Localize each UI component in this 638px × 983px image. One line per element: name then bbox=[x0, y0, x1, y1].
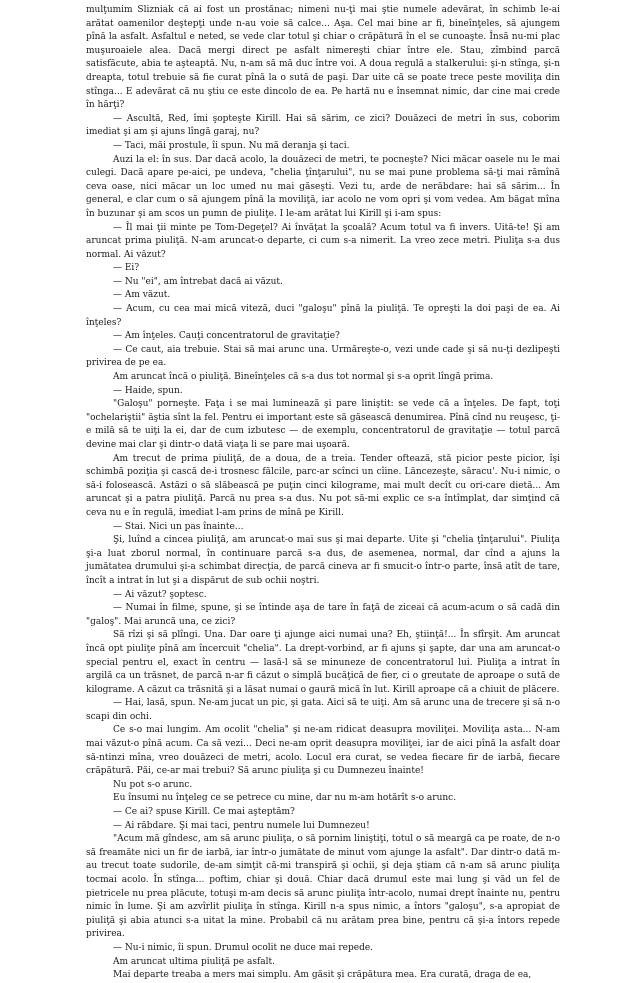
paragraph: Să rîzi şi să plîngi. Una. Dar oare ţi ajunge aici numai una? Eh, ştiinţă!... În sfîrşit. Am aruncat încă opt piuliţe pînă am încercuit "chelia". La drept-vorbind, ar fi ajuns şi şapte, dar una am aruncat-o special pentru el, exact în centru — lasă-l să se minuneze de concentratorul lui. Piuliţa a intrat în argilă ca un trăsnet, de parcă n-ar fi căzut o simplă bucăţică de fier, ci o greutate de aproape o sută de kilograme. A căzut ca trăsnită şi a lăsat numai o gaură mică în lut. Kirill aproape că a chiuit de plăcere. bbox=[86, 630, 560, 695]
paragraph: — Nu-i nimic, îi spun. Drumul ocolit ne duce mai repede. bbox=[113, 942, 374, 953]
paragraph: — Ce ai? spuse Kirill. Ce mai aşteptăm? bbox=[113, 807, 295, 818]
paragraph: — Haide, spun. bbox=[113, 385, 183, 396]
paragraph: — Am văzut. bbox=[113, 290, 171, 301]
paragraph: Ce s-o mai lungim. Am ocolit "chelia" şi ne-am ridicat deasupra moviliţei. Moviliţa asta... N-am mai văzut-o pînă acum. Ca să vezi... Deci ne-am oprit deasupra moviliţei, iar de aici pînă la asfalt doar să-ntinzi mîna, vreo douăzeci de metri, acolo. Locul era curat, se vedea fiecare fir de iarbă, fiecare crăpătură. Păi, ce-ar mai trebui? Să arunc piuliţa şi cu Dumnezeu înainte! bbox=[86, 725, 560, 777]
paragraph: — Nu "ei", am întrebat dacă ai văzut. bbox=[113, 276, 283, 287]
paragraph: Am aruncat ultima piuliţă pe asfalt. bbox=[113, 956, 275, 967]
paragraph: — Acum, cu cea mai mică viteză, duci "galoşu" pînă la piuliţă. Te opreşti la doi paşi de ea. Ai înţeles? bbox=[86, 304, 560, 328]
paragraph: Şi, luînd a cincea piuliţă, am aruncat-o mai sus şi mai departe. Uite şi "chelia ţînţarului". Piuliţa şi-a luat zborul normal, în continuare parcă s-a dus, de asemenea, normal, dar cînd a ajuns la jumătatea drumului şi-a schimbat direcţia, de parcă cineva ar fi smucit-o într-o parte, însă atît de tare, încît a intrat în lut şi a dispărut de sub ochii noştri. bbox=[86, 535, 560, 586]
paragraph: — Am înţeles. Cauţi concentratorul de gravitaţie? bbox=[113, 331, 340, 342]
paragraph: — Ce caut, aia trebuie. Stai să mai arunc una. Urmăreşte-o, vezi unde cade şi să nu-ţi dezlipeşti privirea de pe ea. bbox=[86, 344, 560, 369]
paragraph: Nu pot s-o arunc. bbox=[113, 779, 193, 790]
paragraph: "Galoşu" porneşte. Faţa i se mai luminează şi pare liniştit: se vede că a înţeles. De fapt, toţi "ochelariştii" ăştia sînt la fel. Pentru ei important este să găsească denumirea. Pînă cînd nu reuşesc, ţi-e milă să te uiţi la ei, dar de cum izbutesc — de exemplu, concentratorul de gravitaţie — totul parcă devine mai clar şi dintr-o dată viaţa li se pare mai uşoară. bbox=[86, 399, 560, 450]
paragraph: — Ai văzut? şoptesc. bbox=[113, 589, 207, 600]
paragraph: Eu însumi nu înţeleg ce se petrece cu mine, dar nu m-am hotărît s-o arunc. bbox=[113, 793, 457, 804]
paragraph: Mai departe treaba a mers mai simplu. Am găsit şi crăpătura mea. Era curată, draga de ea, bbox=[113, 970, 532, 981]
paragraph: — Taci, măi prostule, îi spun. Nu mă deranja şi taci. bbox=[113, 140, 350, 151]
book-page-text bbox=[86, 4, 560, 983]
paragraph: — Stai. Nici un pas înainte... bbox=[113, 521, 244, 532]
paragraph: Am trecut de prima piuliţă, de a doua, de a treia. Tender oftează, stă picior peste picior, îşi schimbă poziţia şi cască de-i trosnesc fălcile, parc-ar scînci un cîine. Lăncezeşte, săracu'. Nu-i nimic, o să-i folosească. Astăzi o să slăbească pe puţin cinci kilograme, mai mult decît cu ori-care dietă... Am aruncat şi a patra piuliţă. Parcă nu prea s-a dus. Nu pot să-mi explic ce s-a întîmplat, dar simţind că ceva nu e în regulă, imediat l-am prins de mînă pe Kirill. bbox=[86, 453, 560, 518]
paragraph: mulţumim Slizniak că ai fost un prostănac; nimeni nu-ţi mai ştie numele adevărat, în schimb le-ai arătat oamenilor deştepţi unde n-au voie să calce... Aşa. Cel mai bine ar fi, bineînţeles, să ajungem pînă la asfalt. Asfaltul e neted, se vede clar totul şi chiar o crăpătură în el se cunoaşte. Însă nu-mi plac muşuroaiele alea. Dacă mergi direct pe asfalt nimereşti chiar între ele. Stau, zîmbind parcă satisfăcute, abia te aşteaptă. Nu, n-am să mă duc între voi. A doua regulă a stalkerului: şi-n stînga, şi-n dreapta, totul trebuie să fie curat pînă la o sută de paşi. Dar uite că se poate trece peste moviliţa din stînga... E adevărat că nu ştiu ce este dincolo de ea. Pe hartă nu e însemnat nimic, dar cine mai crede în hărţi? bbox=[86, 5, 560, 111]
paragraph: — Numai în filme, spune, şi se întinde aşa de tare în faţă de ziceai că acum-acum o să cadă din "galoş". Mai aruncă una, ce zici? bbox=[86, 603, 560, 627]
paragraph: — Hai, lasă, spun. Ne-am jucat un pic, şi gata. Aici să te uiţi. Am să arunc una de trecere şi să n-o scapi din ochi. bbox=[86, 698, 560, 722]
paragraph: "Acum mă gîndesc, am să arunc piuliţa, o să pornim liniştiţi, totul o să meargă ca pe roate, de n-o să freamăte nici un fir de iarbă, iar într-o jumătate de minut vom ajunge la asfalt". Dar dintr-o dată m-au trecut toate sudorile, de-am simţit că-mi transpiră şi ochii, şi deja ştiam că n-am să arunc piuliţa tocmai acolo. În stînga... poftim, chiar şi două. Chiar dacă drumul este mai lung şi văd un fel de pietricele nu prea plăcute, totuşi m-am decis să arunc piuliţa într-acolo, numai drept înainte nu, pentru nimic în lume. Şi am azvîrlit piuliţa în stînga. Kirill n-a spus nimic, a întors "galoşu", s-a apropiat de piuliţă şi abia atunci s-a uitat la mine. Probabil că nu arătam prea bine, pentru că şi-a întors repede privirea. bbox=[86, 834, 560, 940]
paragraph: — Ascultă, Red, îmi şopteşte Kirill. Hai să sărim, ce zici? Douăzeci de metri în sus, coborim imediat şi am şi ajuns lîngă garaj, nu? bbox=[86, 113, 560, 138]
paragraph: Auzi la el: în sus. Dar dacă acolo, la douăzeci de metri, te pocneşte? Nici măcar oasele nu le mai culegi. Dacă apare pe-aici, pe undeva, "chelia ţînţarului", nu se mai pune problema să-ţi mai rămînă ceva oase, nici măcar un loc umed nu mai găseşti. Vezi tu, arde de nerăbdare: hai să sărim... În general, e clar cum o să ajungem pînă la moviliţă, iar acolo ne vom opri şi vom vedea. Am băgat mîna în buzunar şi am scos un pumn de piuliţe. I le-am arătat lui Kirill şi i-am spus: bbox=[86, 154, 560, 219]
paragraph: — Ei? bbox=[113, 263, 140, 274]
paragraph: Am aruncat încă o piuliţă. Bineînţeles că s-a dus tot normal şi s-a oprit lîngă prima. bbox=[113, 372, 494, 383]
paragraph: — Îl mai ţii minte pe Tom-Degeţel? Ai învăţat la şcoală? Acum totul va fi invers. Uită-te! Şi am aruncat prima piuliţă. N-am aruncat-o departe, ci cum s-a nimerit. La vreo zece metri. Piuliţa s-a dus normal. Ai văzut? bbox=[86, 222, 560, 260]
paragraph: — Ai răbdare. Şi mai taci, pentru numele lui Dumnezeu! bbox=[113, 820, 370, 831]
